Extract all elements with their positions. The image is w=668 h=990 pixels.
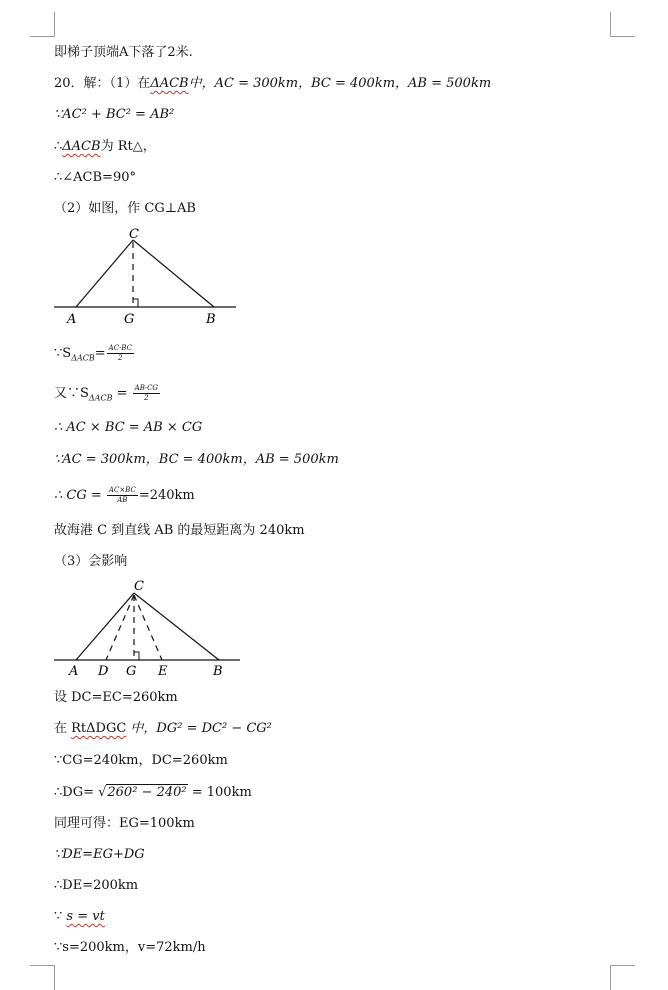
text-line-part-2-heading: （2）如图，作 CG⊥AB bbox=[54, 201, 196, 216]
triangle-figure-part-3 bbox=[54, 576, 244, 680]
label-point-c: C bbox=[134, 579, 144, 594]
text-line-dg-value: ∴DG= √260² − 240² = 100km bbox=[54, 785, 252, 800]
text-line-problem-20-given: 20．解：（1）在ΔACB中，AC = 300km，BC = 400km，AB = 500km bbox=[54, 76, 492, 91]
label-point-a: A bbox=[67, 312, 77, 327]
page-corner-mark-bottom-left bbox=[30, 965, 55, 990]
label-point-d: D bbox=[98, 664, 109, 679]
label-point-b: B bbox=[206, 312, 216, 327]
label-point-g: G bbox=[124, 312, 135, 327]
text-line-given-lengths: ∵AC = 300km，BC = 400km，AB = 500km bbox=[54, 452, 339, 467]
label-point-b: B bbox=[213, 664, 223, 679]
label-point-c: C bbox=[129, 227, 139, 242]
text-line-part-3-heading: （3）会影响 bbox=[54, 554, 128, 569]
page-corner-mark-top-left bbox=[30, 12, 55, 37]
page-corner-mark-bottom-right bbox=[610, 965, 635, 990]
text-line-area-formula-1: $\because S_{\Delta ACB}=$ $\frac{AC\cdot BC}{2}$ bbox=[54, 344, 132, 363]
label-point-a: A bbox=[69, 664, 79, 679]
label-point-g: G bbox=[126, 664, 137, 679]
text-line-eg-value: 同理可得：EG=100km bbox=[54, 816, 195, 831]
text-line-de-value: ∴DE=200km bbox=[54, 878, 139, 893]
text-line-right-triangle: ∴ΔACB为 Rt△， bbox=[54, 139, 156, 154]
text-line-distance-speed-values: ∵s=200km，v=72km/h bbox=[54, 940, 206, 955]
text-line-ladder-conclusion: 即梯子顶端A下落了2米. bbox=[54, 45, 193, 60]
text-line-rt-triangle-dgc: 在 RtΔDGC 中，DG² = DC² − CG² bbox=[54, 721, 272, 736]
text-line-product-equality: ∴ AC × BC = AB × CG bbox=[54, 420, 203, 435]
text-line-cg-dc-values: ∵CG=240km，DC=260km bbox=[54, 753, 228, 768]
text-line-pythagoras-check: ∵AC² + BC² = AB² bbox=[54, 107, 175, 122]
label-point-e: E bbox=[158, 664, 168, 679]
page-corner-mark-top-right bbox=[610, 12, 635, 37]
text-line-area-formula-2: 又$\because S_{\Delta ACB}$ = $\frac{AB\cdot CG}{2}$ bbox=[54, 384, 159, 403]
text-line-speed-formula: ∵ s = vt bbox=[54, 909, 105, 924]
text-line-cg-value: ∴ CG = $\frac{AC\times BC}{AB}$ =240km bbox=[54, 486, 195, 504]
text-line-angle-acb: ∴∠ACB=90° bbox=[54, 170, 136, 185]
text-line-shortest-distance: 故海港 C 到直线 AB 的最短距离为 240km bbox=[54, 523, 305, 538]
text-line-set-dc-ec: 设 DC=EC=260km bbox=[54, 690, 178, 705]
text-line-de-sum: ∵DE=EG+DG bbox=[54, 847, 145, 862]
triangle-figure-part-2 bbox=[54, 226, 240, 328]
